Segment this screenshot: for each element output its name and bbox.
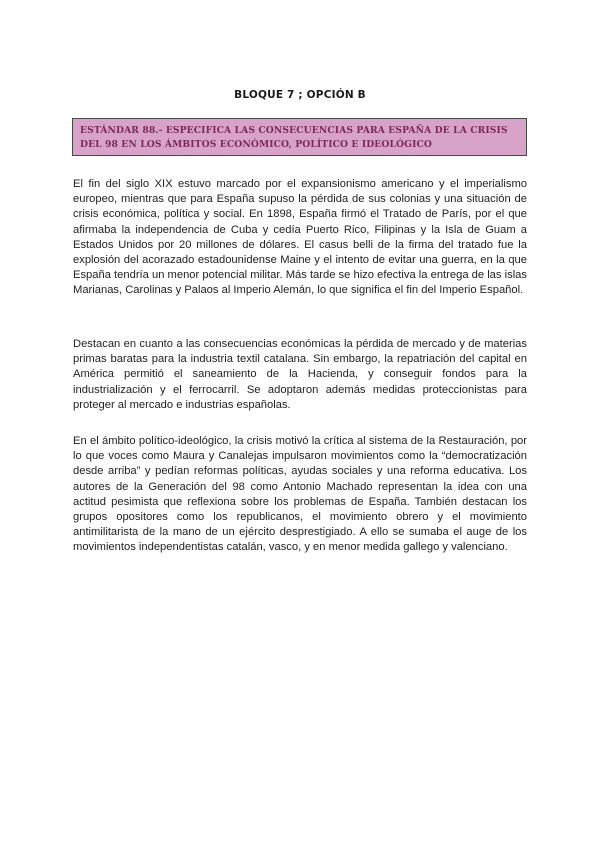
paragraph-1: El fin del siglo XIX estuvo marcado por el expansionismo americano y el imperialismo europeo, mientras que para España supuso la pérdida de sus colonias y una situación de crisis económica, política y social. En 1898, España firmó el Tratado de París, por el que afirmaba la independencia de Cuba y cedía Puerto Rico, Filipinas y la Isla de Guam a Estados Unidos por 20 millones de dólares. El casus belli de la firma del tratado fue la explosión del acorazado estadounidense Maine y el intento de evitar una guerra, en la que España tendría un menor potencial militar. Más tarde se hizo efectiva la entrega de las islas Marianas, Carolinas y Palaos al Imperio Alemán, lo que significa el fin del Imperio Español. <box>73 178 527 297</box>
page-title: BLOQUE 7 ; OPCIÓN B <box>234 89 366 101</box>
paragraph-3: En el ámbito político-ideológico, la crisis motivó la crítica al sistema de la Restauración, por lo que voces como Maura y Canalejas impulsaron movimientos como la “democratización desde arriba” y pedían reformas políticas, ayudas sociales y una reforma educativa. Los autores de la Generación del 98 como Antonio Machado representan la idea con una actitud pesimista que reflexiona sobre los problemas de España. También destacan los grupos opositores como los republicanos, el movimiento obrero y el movimiento antimilitarista de la mano de un ejército desprestigiado. A ello se sumaba el auge de los movimientos independentistas catalán, vasco, y en menor medida gallego y valenciano. <box>73 435 527 554</box>
standard-box <box>72 118 527 156</box>
standard-text: ESTÁNDAR 88.- ESPECIFICA LAS CONSECUENCIAS PARA ESPAÑA DE LA CRISIS DEL 98 EN LOS ÁMBITOS ECONÓMICO, POLÍTICO E IDEOLÓGICO <box>80 125 508 150</box>
paragraph-2: Destacan en cuanto a las consecuencias económicas la pérdida de mercado y de materias primas baratas para la industria textil catalana. Sin embargo, la repatriación del capital en América permitió el saneamiento de la Hacienda, y conseguir fondos para la industrialización y el ferrocarril. Se adoptaron además medidas proteccionistas para proteger al mercado e industrias españolas. <box>73 338 527 411</box>
